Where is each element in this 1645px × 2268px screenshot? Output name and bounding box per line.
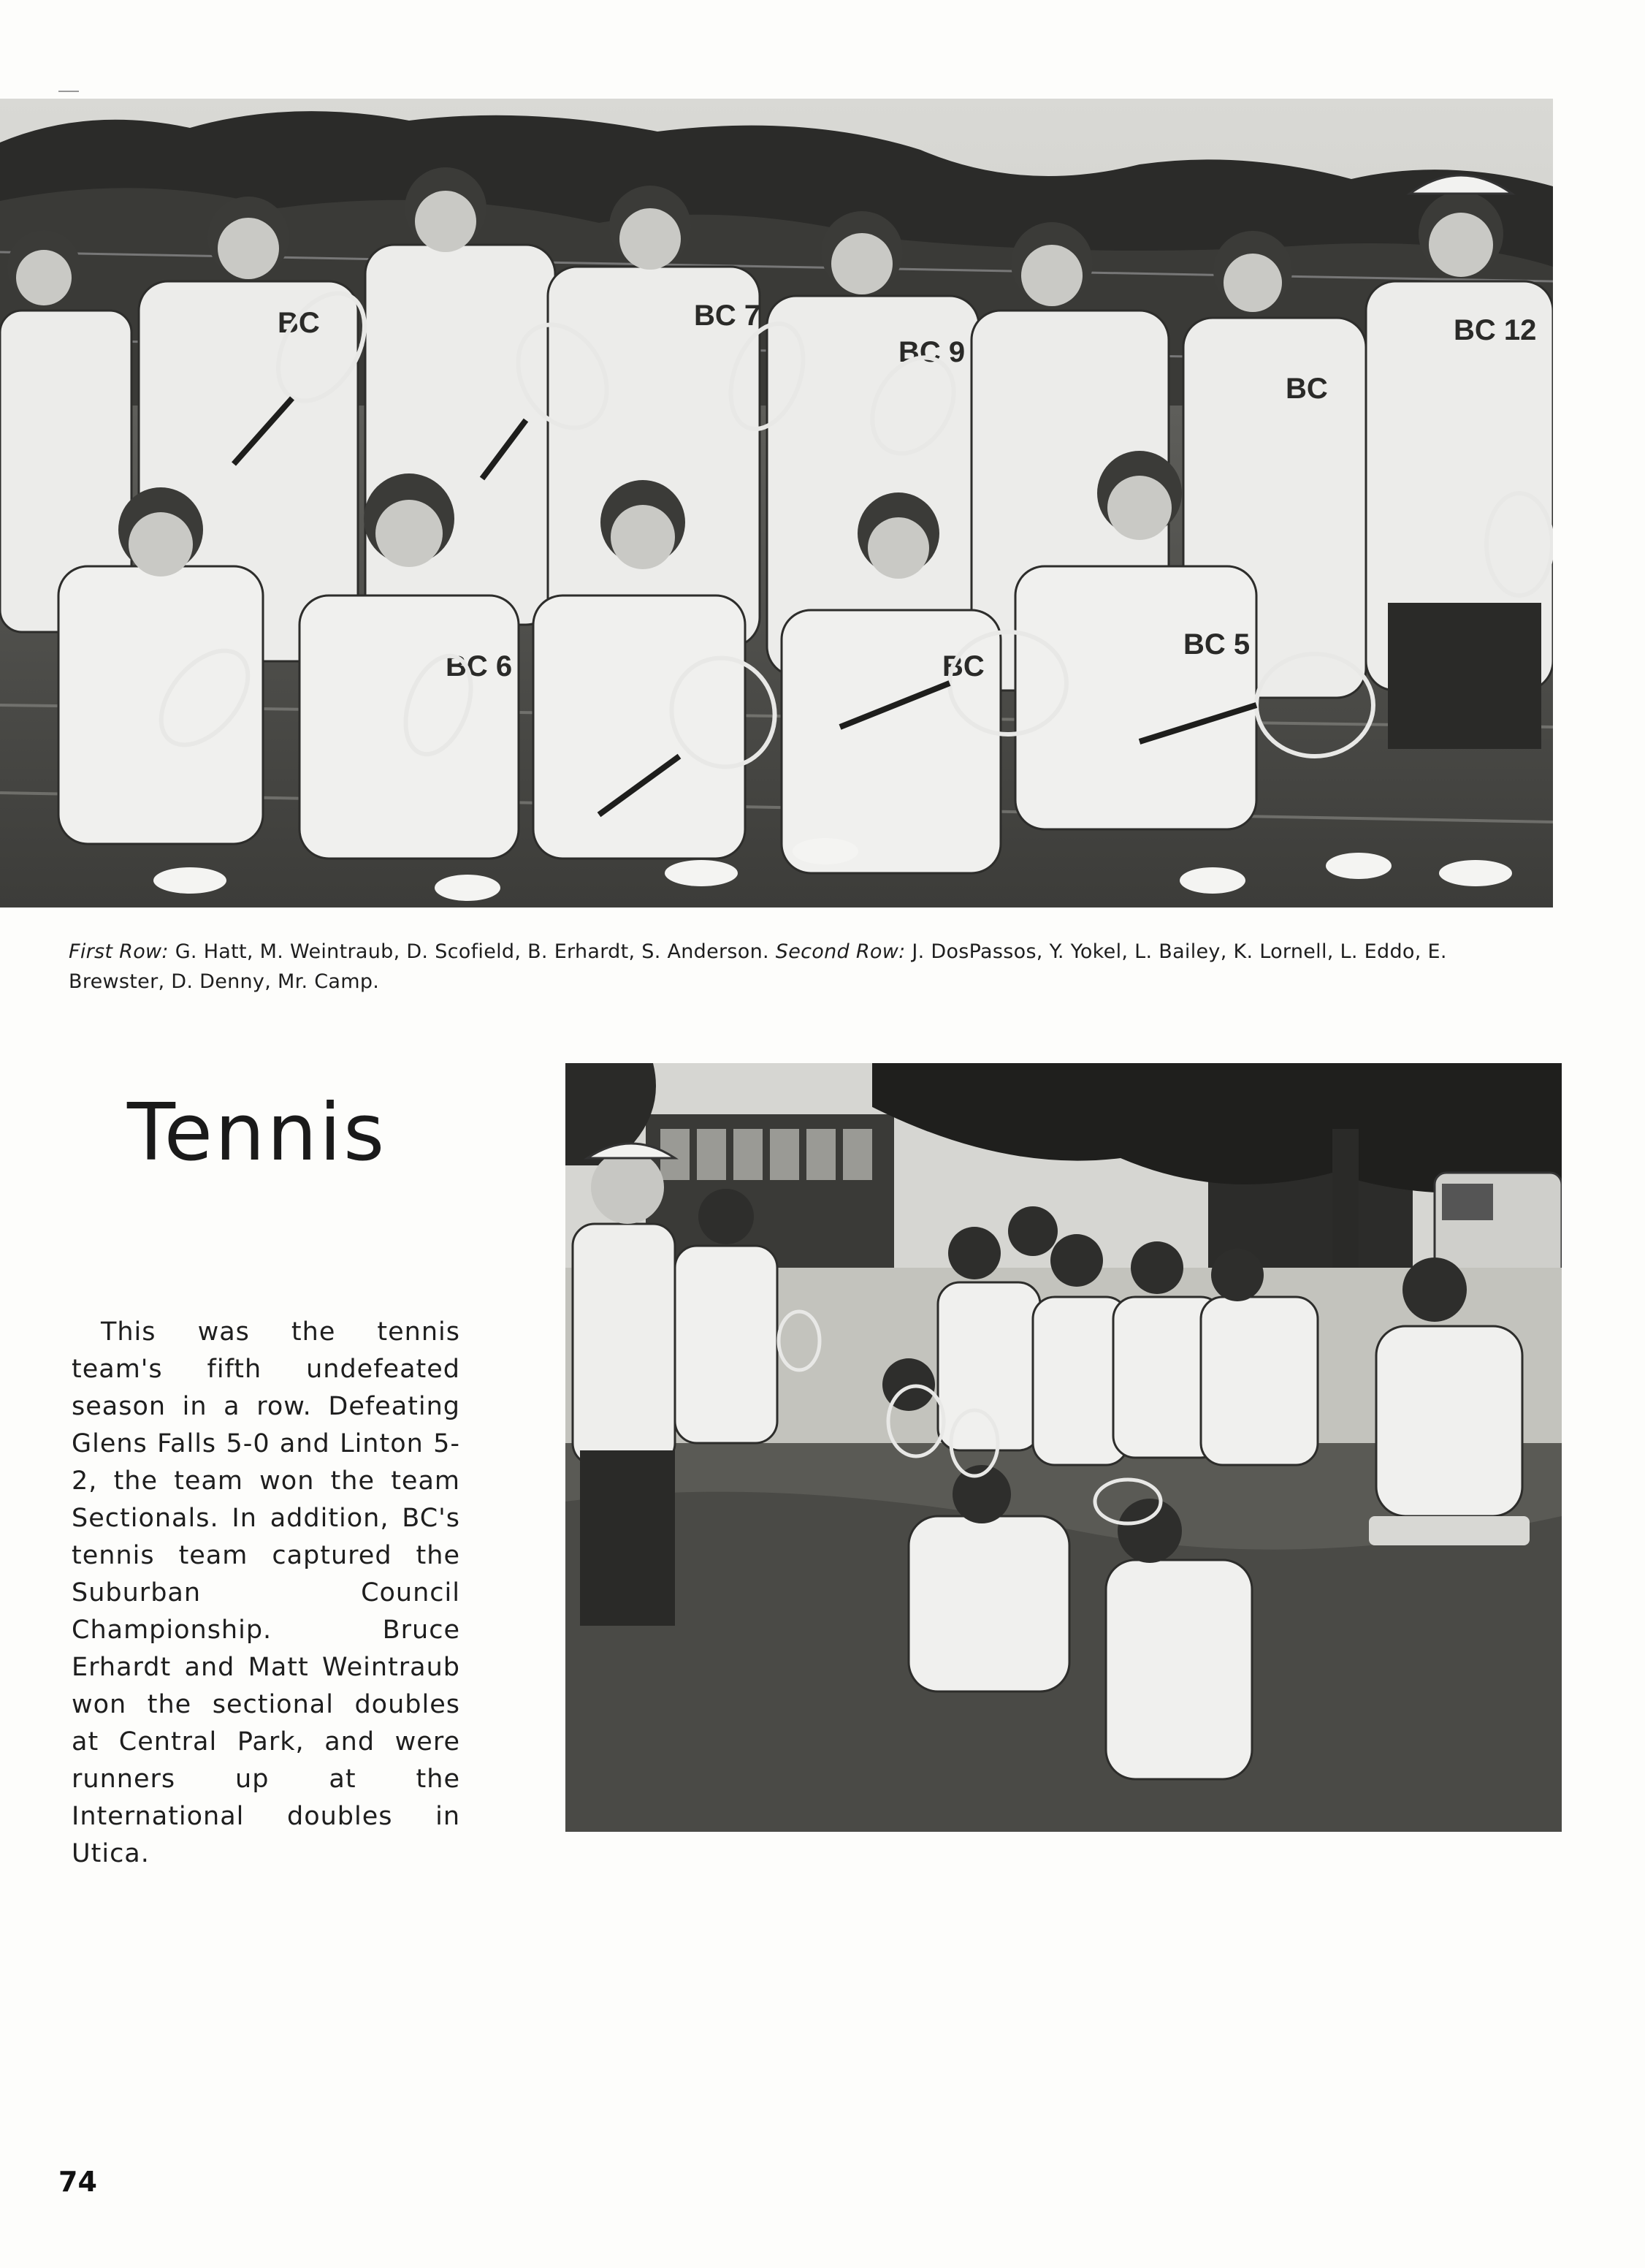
caption-first-row-names: G. Hatt, M. Weintraub, D. Scofield, B. Erhardt, S. Anderson. (168, 940, 776, 963)
jersey-label: BC 12 (1454, 314, 1537, 346)
jersey-label: BC (278, 307, 320, 339)
jersey-label: BC (942, 650, 985, 682)
team-photo-illustration (0, 99, 1553, 907)
caption-second-row-names: J. DosPassos, Y. Yokel, L. Bailey, K. Lornell, L. Eddo, E. Brewster, D. Denny, Mr. Camp. (69, 940, 1447, 993)
stray-mark (58, 91, 79, 92)
team-meeting-photo (565, 1063, 1562, 1832)
page-title: Tennis (127, 1087, 387, 1179)
jersey-label: BC 7 (694, 300, 761, 332)
jersey-label: BC 5 (1183, 628, 1251, 661)
caption-second-row-label: Second Row: (775, 940, 906, 963)
caption-first-row-label: First Row: (69, 940, 169, 963)
team-photo (0, 99, 1553, 907)
jersey-label: BC 6 (446, 650, 513, 682)
page-number: 74 (58, 2166, 97, 2198)
team-meeting-illustration (565, 1063, 1562, 1832)
article-body: This was the tennis team's fifth undefeated season in a row. Defeating Glens Falls 5-0 and Linton 5-2, the team won the team Sectionals. In addition, BC's tennis team captured the Suburban Council Championship. Bruce Erhardt and Matt Weintraub won the sectional doubles at Central Park, and were runners up at the International doubles in Utica. (72, 1317, 460, 1868)
jersey-label: BC 9 (898, 336, 966, 368)
team-photo-caption (69, 937, 1530, 997)
jersey-label: BC (1286, 373, 1328, 405)
